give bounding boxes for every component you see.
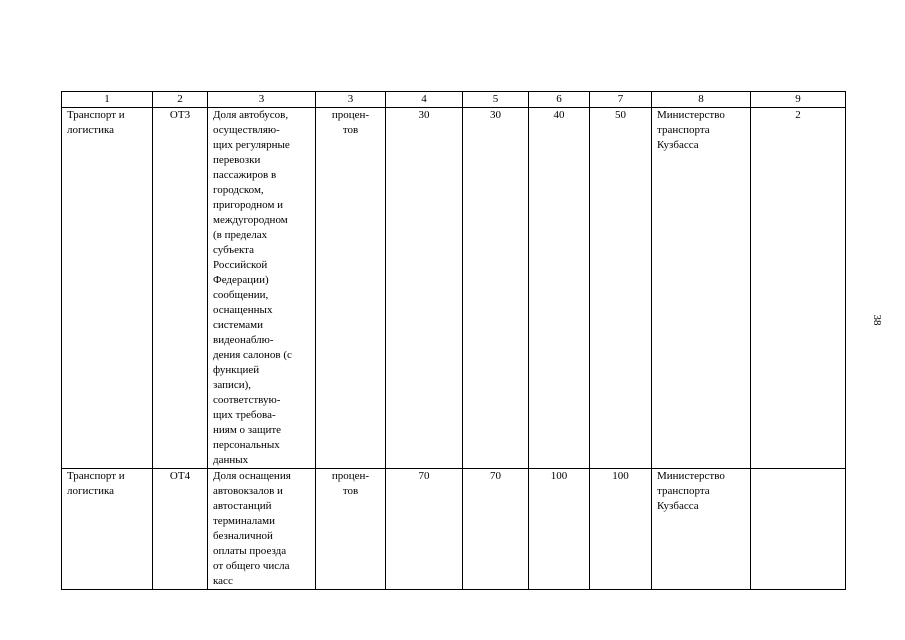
data-table xyxy=(61,91,846,590)
sector-cell xyxy=(62,469,153,590)
indicator-cell-line: касс xyxy=(213,575,233,587)
indicator-cell-line: щих требова- xyxy=(213,409,276,421)
indicator-cell-line: (в пределах xyxy=(213,229,268,241)
responsible-cell-line: Кузбасса xyxy=(657,500,699,512)
value-cell-5: 30 xyxy=(463,108,529,469)
indicator-cell-line: терминалами xyxy=(213,515,275,527)
indicator-cell-line: оплаты проезда xyxy=(213,545,287,557)
responsible-cell-line: транспорта xyxy=(657,124,710,136)
indicator-cell-line: сообщении, xyxy=(213,289,269,301)
responsible-cell-line: Министерство xyxy=(657,470,725,482)
header-cell-2: 2 xyxy=(153,92,208,108)
responsible-cell-line: Министерство xyxy=(657,109,725,121)
responsible-cell xyxy=(652,108,751,469)
indicator-cell-line: субъекта xyxy=(213,244,255,256)
indicator-cell-line: персональных xyxy=(213,439,280,451)
value-cell-6: 100 xyxy=(529,469,590,590)
value-cell-7: 50 xyxy=(590,108,652,469)
responsible-cell xyxy=(652,469,751,590)
indicator-cell-line: от общего числа xyxy=(213,560,290,572)
header-cell-6: 6 xyxy=(529,92,590,108)
indicator-cell-line: междугородном xyxy=(213,214,288,226)
sector-cell-line: логистика xyxy=(67,485,115,497)
unit-cell-line: процен- xyxy=(331,470,370,482)
indicator-cell-line: щих регулярные xyxy=(213,139,290,151)
sector-cell-line: логистика xyxy=(67,124,115,136)
indicator-cell-line: Российской xyxy=(213,259,268,271)
value-cell-7: 100 xyxy=(590,469,652,590)
header-cell-8: 8 xyxy=(652,92,751,108)
indicator-cell-line: городском, xyxy=(213,184,264,196)
header-cell-5: 5 xyxy=(463,92,529,108)
indicator-cell-line: оснащенных xyxy=(213,304,273,316)
indicator-cell-line: Доля автобусов, xyxy=(213,109,289,121)
indicator-cell-line: автостанций xyxy=(213,500,272,512)
code-cell: ОТ4 xyxy=(153,469,208,590)
table-row xyxy=(62,469,846,590)
indicator-cell-line: пригородном и xyxy=(213,199,284,211)
indicator-cell-line: Доля оснащения xyxy=(213,470,291,482)
unit-cell-line: тов xyxy=(342,124,359,136)
unit-cell xyxy=(316,469,386,590)
indicator-cell-line: осуществляю- xyxy=(213,124,280,136)
col9-cell: 2 xyxy=(751,108,846,469)
value-cell-4: 30 xyxy=(386,108,463,469)
indicator-cell xyxy=(208,108,316,469)
indicator-cell-line: Федерации) xyxy=(213,274,269,286)
header-cell-1: 1 xyxy=(62,92,153,108)
indicator-cell-line: системами xyxy=(213,319,263,331)
indicator-cell-line: автовокзалов и xyxy=(213,485,283,497)
sector-cell-line: Транспорт и xyxy=(67,470,125,482)
indicator-cell-line: ниям о защите xyxy=(213,424,282,436)
header-cell-3: 3 xyxy=(208,92,316,108)
header-cell-7: 7 xyxy=(590,92,652,108)
responsible-cell-line: Кузбасса xyxy=(657,139,699,151)
header-cell-9: 9 xyxy=(751,92,846,108)
indicator-cell-line: видеонаблю- xyxy=(213,334,274,346)
unit-cell-line: тов xyxy=(342,485,359,497)
indicator-cell-line: данных xyxy=(213,454,249,466)
sector-cell-line: Транспорт и xyxy=(67,109,125,121)
indicator-cell-line: перевозки xyxy=(213,154,261,166)
indicator-cell-line: пассажиров в xyxy=(213,169,277,181)
value-cell-5: 70 xyxy=(463,469,529,590)
indicator-cell xyxy=(208,469,316,590)
indicator-cell-line: записи), xyxy=(213,379,252,391)
code-cell: ОТ3 xyxy=(153,108,208,469)
header-cell-4: 4 xyxy=(386,92,463,108)
indicator-cell-line: безналичной xyxy=(213,530,273,542)
indicator-cell-line: дения салонов (с xyxy=(213,349,292,361)
unit-cell-line: процен- xyxy=(331,109,370,121)
responsible-cell-line: транспорта xyxy=(657,485,710,497)
table-row xyxy=(62,108,846,469)
indicator-cell-line: функцией xyxy=(213,364,260,376)
value-cell-4: 70 xyxy=(386,469,463,590)
page-number: 38 xyxy=(871,314,883,326)
col9-cell xyxy=(751,469,846,590)
header-row xyxy=(62,92,846,108)
header-cell-3b: 3 xyxy=(316,92,386,108)
unit-cell xyxy=(316,108,386,469)
indicator-cell-line: соответствую- xyxy=(213,394,281,406)
sector-cell xyxy=(62,108,153,469)
value-cell-6: 40 xyxy=(529,108,590,469)
